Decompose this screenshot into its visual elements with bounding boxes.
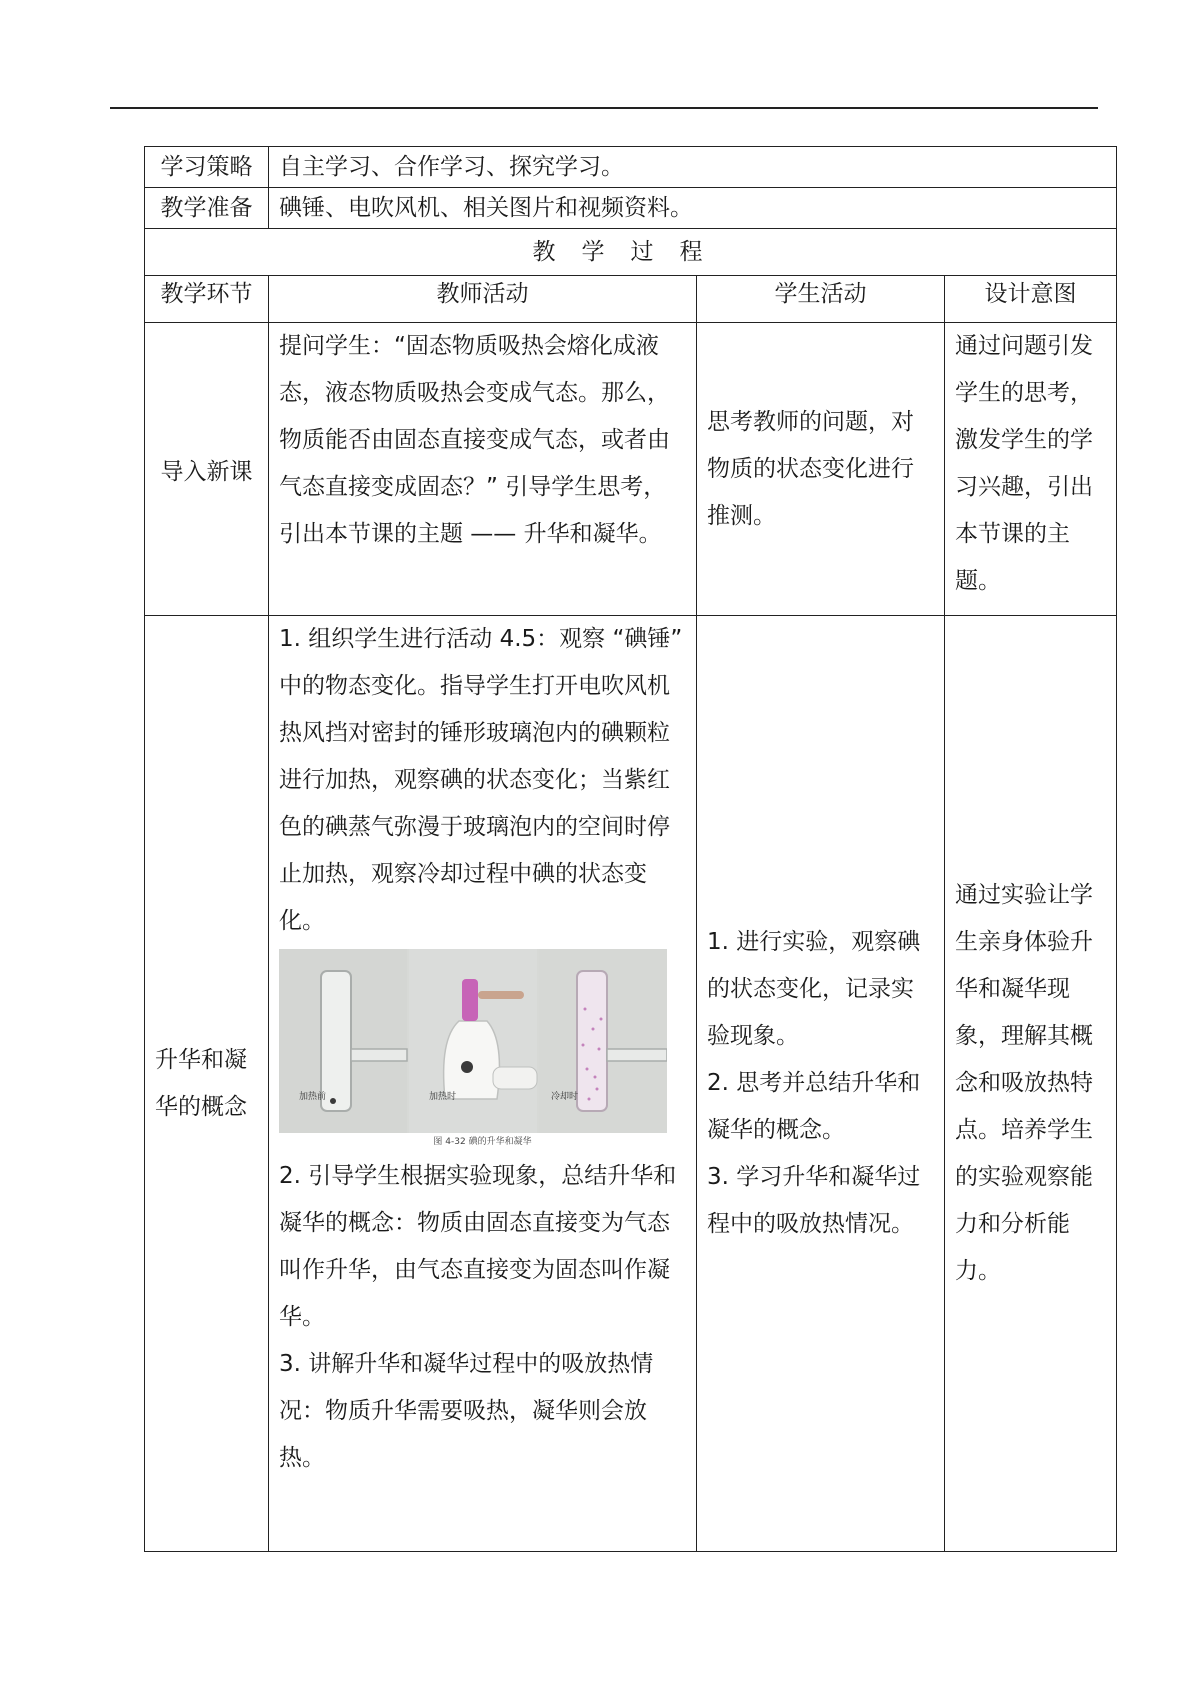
iodine-hammer-photo — [279, 949, 667, 1133]
process-title-row — [145, 229, 1117, 276]
figure-label-before: 加热前 — [299, 1092, 327, 1102]
header-student: 学生活动 — [697, 276, 945, 323]
process-title: 教学过程 — [145, 229, 1117, 276]
concept-teacher-step2: 2. 引导学生根据实验现象，总结升华和凝华的概念：物质由固态直接变为气态叫作升华，由气态直接变为固态叫作凝华。 — [279, 1163, 677, 1330]
intro-stage: 导入新课 — [145, 323, 269, 616]
header-stage: 教学环节 — [145, 276, 269, 323]
intro-student: 思考教师的问题，对物质的状态变化进行推测。 — [697, 323, 945, 616]
concept-intent: 通过实验让学生亲身体验升华和凝华现象，理解其概念和吸放热特点。培养学生的实验观察能力和分析能力。 — [945, 616, 1117, 1552]
strategy-row — [145, 147, 1117, 188]
concept-teacher-step3: 3. 讲解升华和凝华过程中的吸放热情况：物质升华需要吸热，凝华则会放热。 — [279, 1351, 654, 1471]
figure-label-heating: 加热时 — [429, 1092, 457, 1102]
lesson-plan-table — [144, 146, 1117, 1552]
concept-student-step2: 2. 思考并总结升华和凝华的概念。 — [707, 1070, 921, 1143]
concept-student — [697, 616, 945, 1552]
strategy-label: 学习策略 — [145, 147, 269, 188]
figure-caption: 图 4-32 碘的升华和凝华 — [433, 1137, 532, 1147]
header-rule — [110, 107, 1098, 109]
header-intent: 设计意图 — [945, 276, 1117, 323]
table-row-concept — [145, 616, 1117, 1552]
figure-label-cooling: 冷却时 — [551, 1092, 579, 1102]
prep-row — [145, 188, 1117, 229]
concept-stage: 升华和凝华的概念 — [145, 616, 269, 1552]
column-header-row — [145, 276, 1117, 323]
iodine-experiment-figure — [279, 949, 667, 1133]
intro-intent: 通过问题引发学生的思考，激发学生的学习兴趣，引出本节课的主题。 — [945, 323, 1117, 616]
prep-label: 教学准备 — [145, 188, 269, 229]
concept-student-step3: 3. 学习升华和凝华过程中的吸放热情况。 — [707, 1164, 921, 1237]
concept-teacher — [269, 616, 697, 1552]
header-teacher: 教师活动 — [269, 276, 697, 323]
strategy-value: 自主学习、合作学习、探究学习。 — [269, 147, 1117, 188]
concept-teacher-step1: 1. 组织学生进行活动 4.5：观察 “碘锤” 中的物态变化。指导学生打开电吹风机热风挡对密封的锤形玻璃泡内的碘颗粒进行加热，观察碘的状态变化；当紫红色的碘蒸气弥漫于玻璃泡内的空间时停止加热，观察冷却过程中碘的状态变化。 — [279, 626, 683, 934]
table-row-intro — [145, 323, 1117, 616]
concept-student-step1: 1. 进行实验，观察碘的状态变化，记录实验现象。 — [707, 929, 921, 1049]
intro-teacher: 提问学生：“固态物质吸热会熔化成液态，液态物质吸热会变成气态。那么，物质能否由固态直接变成气态，或者由气态直接变成固态？” 引导学生思考，引出本节课的主题 —— 升华和凝华。 — [269, 323, 697, 616]
prep-value: 碘锤、电吹风机、相关图片和视频资料。 — [269, 188, 1117, 229]
